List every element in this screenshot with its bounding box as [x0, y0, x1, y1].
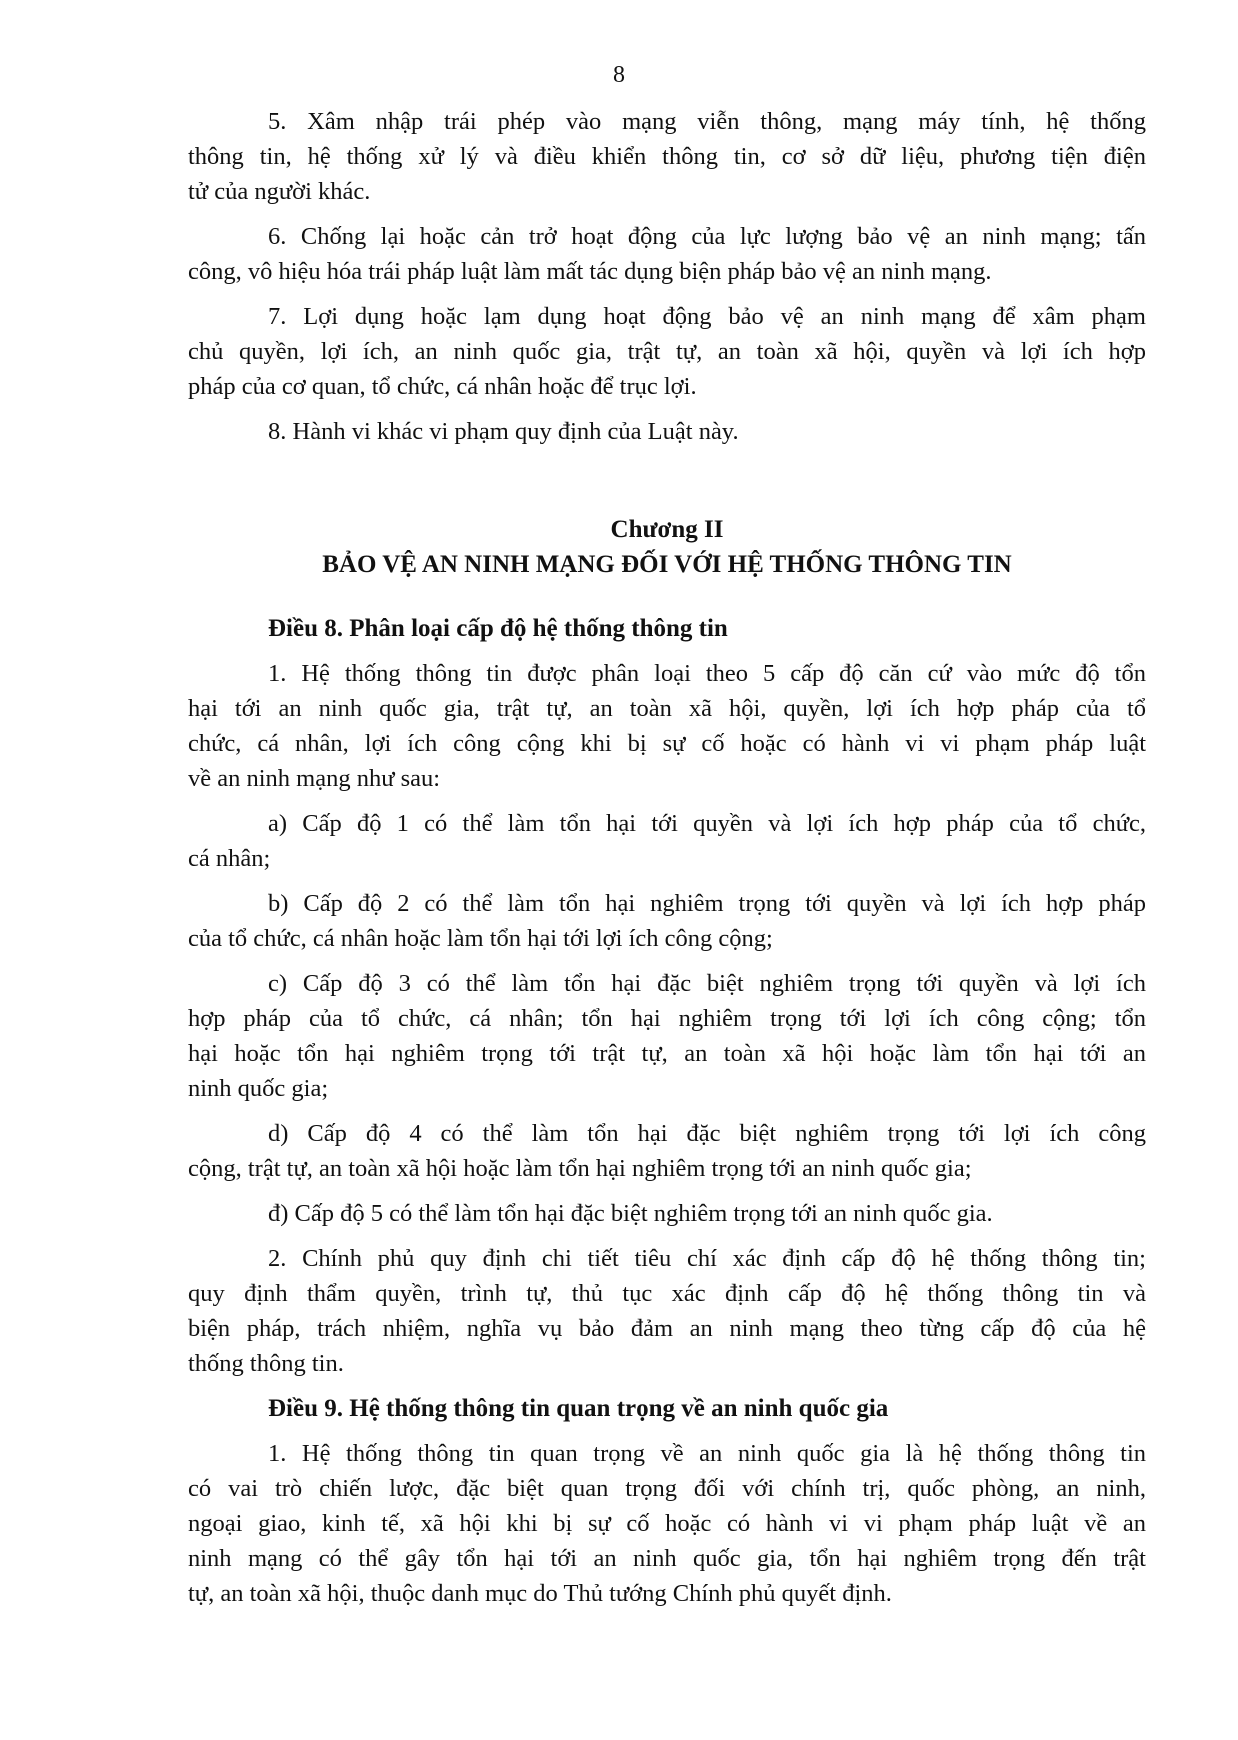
- text-line: công, vô hiệu hóa trái pháp luật làm mất tác dụng biện pháp bảo vệ an ninh mạng.: [188, 258, 992, 285]
- text-line: cộng, trật tự, an toàn xã hội hoặc làm tổn hại nghiêm trọng tới an ninh quốc gia;: [188, 1155, 972, 1182]
- article-8-point-dd: [188, 1196, 1146, 1231]
- article-8-clause-2: [188, 1241, 1146, 1381]
- article-8-point-b: [188, 886, 1146, 956]
- text-line: hại tới an ninh quốc gia, trật tự, an toàn xã hội, quyền, lợi ích hợp pháp của tổ: [188, 695, 1146, 722]
- text-line: 6. Chống lại hoặc cản trở hoạt động của lực lượng bảo vệ an ninh mạng; tấn: [268, 223, 1146, 250]
- text-line: 1. Hệ thống thông tin quan trọng về an ninh quốc gia là hệ thống thông tin: [268, 1440, 1146, 1467]
- text-line: của tổ chức, cá nhân hoặc làm tổn hại tới lợi ích công cộng;: [188, 925, 773, 952]
- document-body: [188, 104, 1146, 1611]
- text-line: 2. Chính phủ quy định chi tiết tiêu chí xác định cấp độ hệ thống thông tin;: [268, 1245, 1146, 1272]
- article-8-point-c: [188, 966, 1146, 1106]
- page-number: 8: [613, 62, 625, 88]
- text-line: ninh mạng có thể gây tổn hại tới an ninh quốc gia, tổn hại nghiêm trọng đến trật: [188, 1545, 1146, 1572]
- text-line: chức, cá nhân, lợi ích công cộng khi bị sự cố hoặc có hành vi vi phạm pháp luật: [188, 730, 1146, 757]
- paragraph-item-5: [188, 104, 1146, 209]
- article-8-point-d: [188, 1116, 1146, 1186]
- paragraph-item-8: [188, 414, 1146, 449]
- article-8-point-a: [188, 806, 1146, 876]
- text-line: 5. Xâm nhập trái phép vào mạng viễn thông, mạng máy tính, hệ thống: [268, 108, 1146, 135]
- paragraph-item-7: [188, 299, 1146, 404]
- text-line: a) Cấp độ 1 có thể làm tổn hại tới quyền và lợi ích hợp pháp của tổ chức,: [268, 810, 1146, 837]
- paragraph-item-6: [188, 219, 1146, 289]
- article-9-heading: Điều 9. Hệ thống thông tin quan trọng về an ninh quốc gia: [268, 1395, 889, 1422]
- text-line: 1. Hệ thống thông tin được phân loại theo 5 cấp độ căn cứ vào mức độ tổn: [268, 660, 1146, 687]
- text-line: tử của người khác.: [188, 178, 371, 205]
- text-line: về an ninh mạng như sau:: [188, 765, 441, 792]
- chapter-label: Chương II: [610, 516, 724, 543]
- text-line: cá nhân;: [188, 845, 271, 872]
- text-line: ngoại giao, kinh tế, xã hội khi bị sự cố hoặc có hành vi vi phạm pháp luật về an: [188, 1510, 1146, 1537]
- text-line: có vai trò chiến lược, đặc biệt quan trọng đối với chính trị, quốc phòng, an ninh,: [188, 1475, 1146, 1502]
- article-8-clause-1: [188, 656, 1146, 796]
- text-line: d) Cấp độ 4 có thể làm tổn hại đặc biệt nghiêm trọng tới lợi ích công: [268, 1120, 1146, 1147]
- text-line: chủ quyền, lợi ích, an ninh quốc gia, trật tự, an toàn xã hội, quyền và lợi ích hợp: [188, 338, 1146, 365]
- article-8-heading: Điều 8. Phân loại cấp độ hệ thống thông tin: [268, 615, 728, 642]
- text-line: b) Cấp độ 2 có thể làm tổn hại nghiêm trọng tới quyền và lợi ích hợp pháp: [268, 890, 1146, 917]
- text-line: hại hoặc tổn hại nghiêm trọng tới trật tự, an toàn xã hội hoặc làm tổn hại tới an: [188, 1040, 1146, 1067]
- text-line: c) Cấp độ 3 có thể làm tổn hại đặc biệt nghiêm trọng tới quyền và lợi ích: [268, 970, 1146, 997]
- text-line: 8. Hành vi khác vi phạm quy định của Luật này.: [268, 418, 739, 445]
- text-line: ninh quốc gia;: [188, 1075, 329, 1102]
- text-line: thống thông tin.: [188, 1350, 344, 1377]
- text-line: tự, an toàn xã hội, thuộc danh mục do Thủ tướng Chính phủ quyết định.: [188, 1580, 892, 1607]
- text-line: pháp của cơ quan, tổ chức, cá nhân hoặc để trục lợi.: [188, 373, 697, 400]
- text-line: đ) Cấp độ 5 có thể làm tổn hại đặc biệt nghiêm trọng tới an ninh quốc gia.: [268, 1200, 993, 1227]
- text-line: quy định thẩm quyền, trình tự, thủ tục xác định cấp độ hệ thống thông tin và: [188, 1280, 1146, 1307]
- text-line: 7. Lợi dụng hoặc lạm dụng hoạt động bảo vệ an ninh mạng để xâm phạm: [268, 303, 1146, 330]
- article-9-clause-1: [188, 1436, 1146, 1611]
- text-line: biện pháp, trách nhiệm, nghĩa vụ bảo đảm an ninh mạng theo từng cấp độ của hệ: [188, 1315, 1146, 1342]
- chapter-title: BẢO VỆ AN NINH MẠNG ĐỐI VỚI HỆ THỐNG THÔNG TIN: [322, 551, 1012, 578]
- text-line: hợp pháp của tổ chức, cá nhân; tổn hại nghiêm trọng tới lợi ích công cộng; tổn: [188, 1005, 1146, 1032]
- text-line: thông tin, hệ thống xử lý và điều khiển thông tin, cơ sở dữ liệu, phương tiện điện: [188, 143, 1146, 170]
